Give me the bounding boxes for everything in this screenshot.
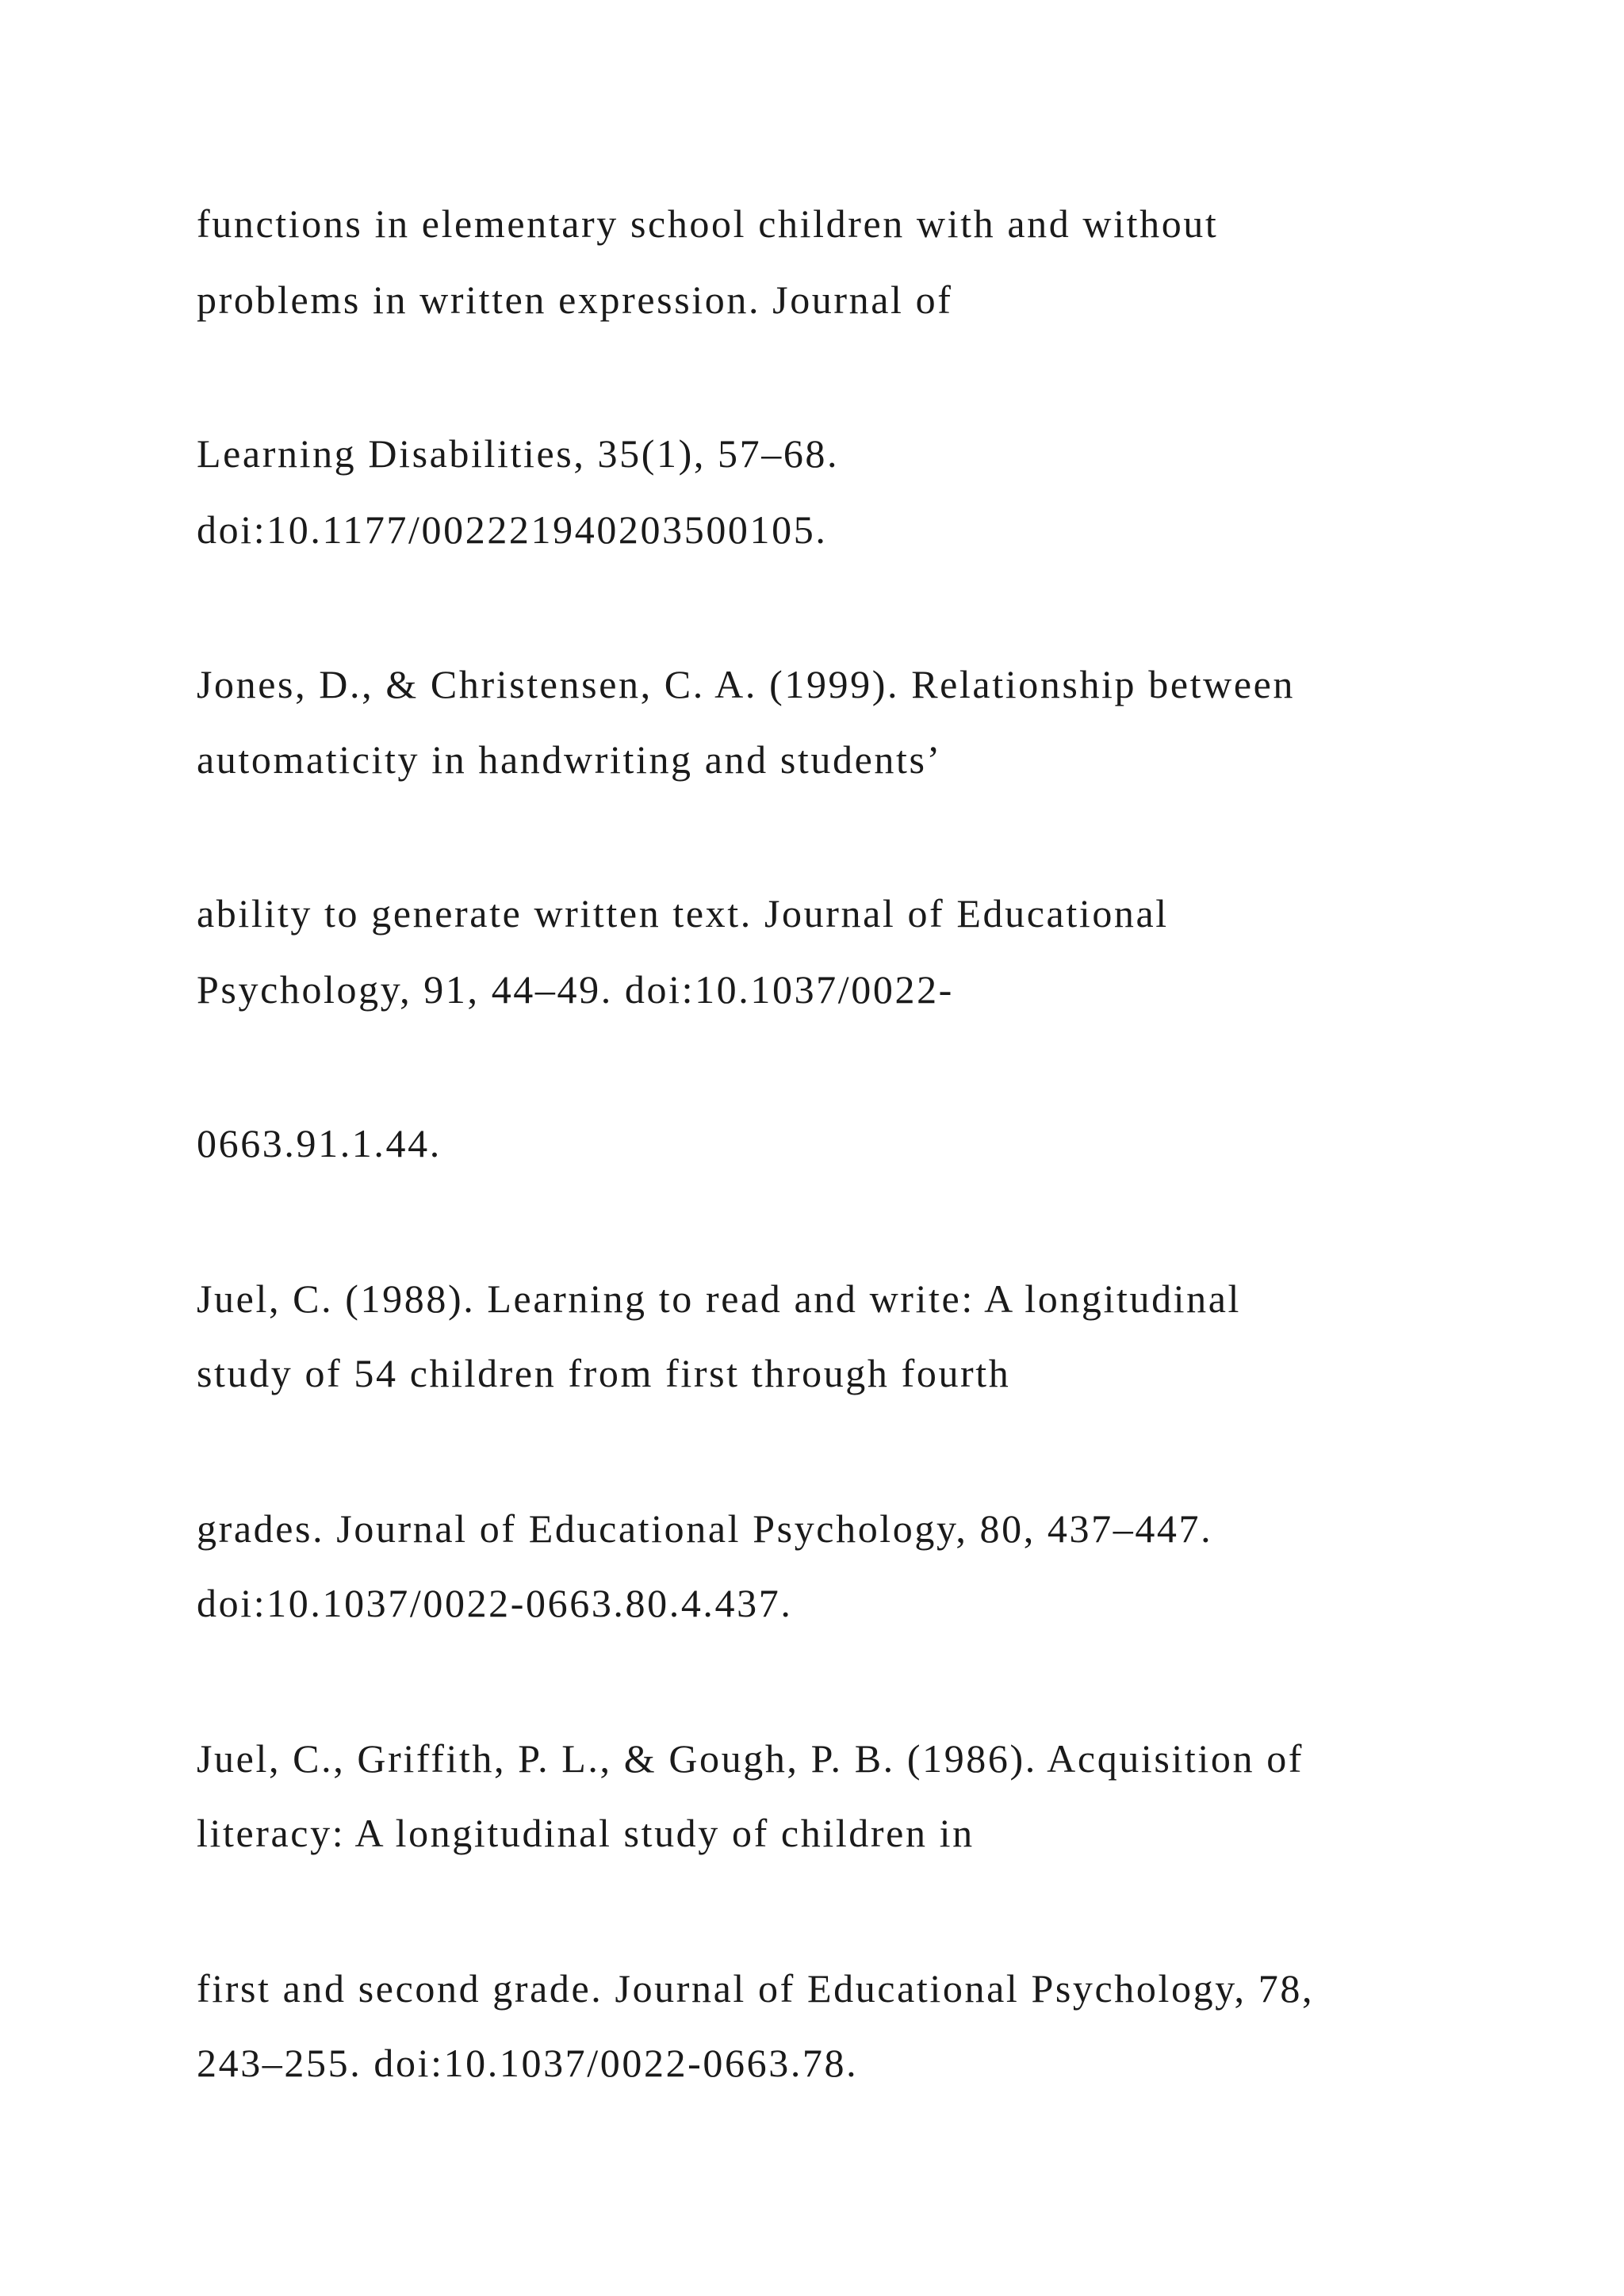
text-line: Learning Disabilities, 35(1), 57–68. xyxy=(197,431,840,476)
text-line: problems in written expression. Journal of xyxy=(197,277,953,322)
text-line: Psychology, 91, 44–49. doi:10.1037/0022- xyxy=(197,967,954,1012)
text-line: 243–255. doi:10.1037/0022-0663.78. xyxy=(197,2041,859,2085)
text-line: automaticity in handwriting and students’ xyxy=(197,737,942,782)
text-line: study of 54 children from first through fourth xyxy=(197,1351,1011,1395)
text-line: Juel, C. (1988). Learning to read and write: A longitudinal xyxy=(197,1276,1242,1321)
text-line: Jones, D., & Christensen, C. A. (1999). Relationship between xyxy=(197,662,1296,706)
text-line: literacy: A longitudinal study of children in xyxy=(197,1811,975,1855)
text-line: doi:10.1177/002221940203500105. xyxy=(197,507,828,552)
text-line: doi:10.1037/0022-0663.80.4.437. xyxy=(197,1581,793,1625)
text-line: grades. Journal of Educational Psychology, 80, 437–447. xyxy=(197,1506,1213,1551)
text-line: Juel, C., Griffith, P. L., & Gough, P. B. (1986). Acquisition of xyxy=(197,1736,1304,1781)
text-line: first and second grade. Journal of Educational Psychology, 78, xyxy=(197,1966,1315,2011)
text-line: ability to generate written text. Journal of Educational xyxy=(197,891,1169,936)
text-line: functions in elementary school children with and without xyxy=(197,201,1219,246)
text-line: 0663.91.1.44. xyxy=(197,1121,442,1165)
